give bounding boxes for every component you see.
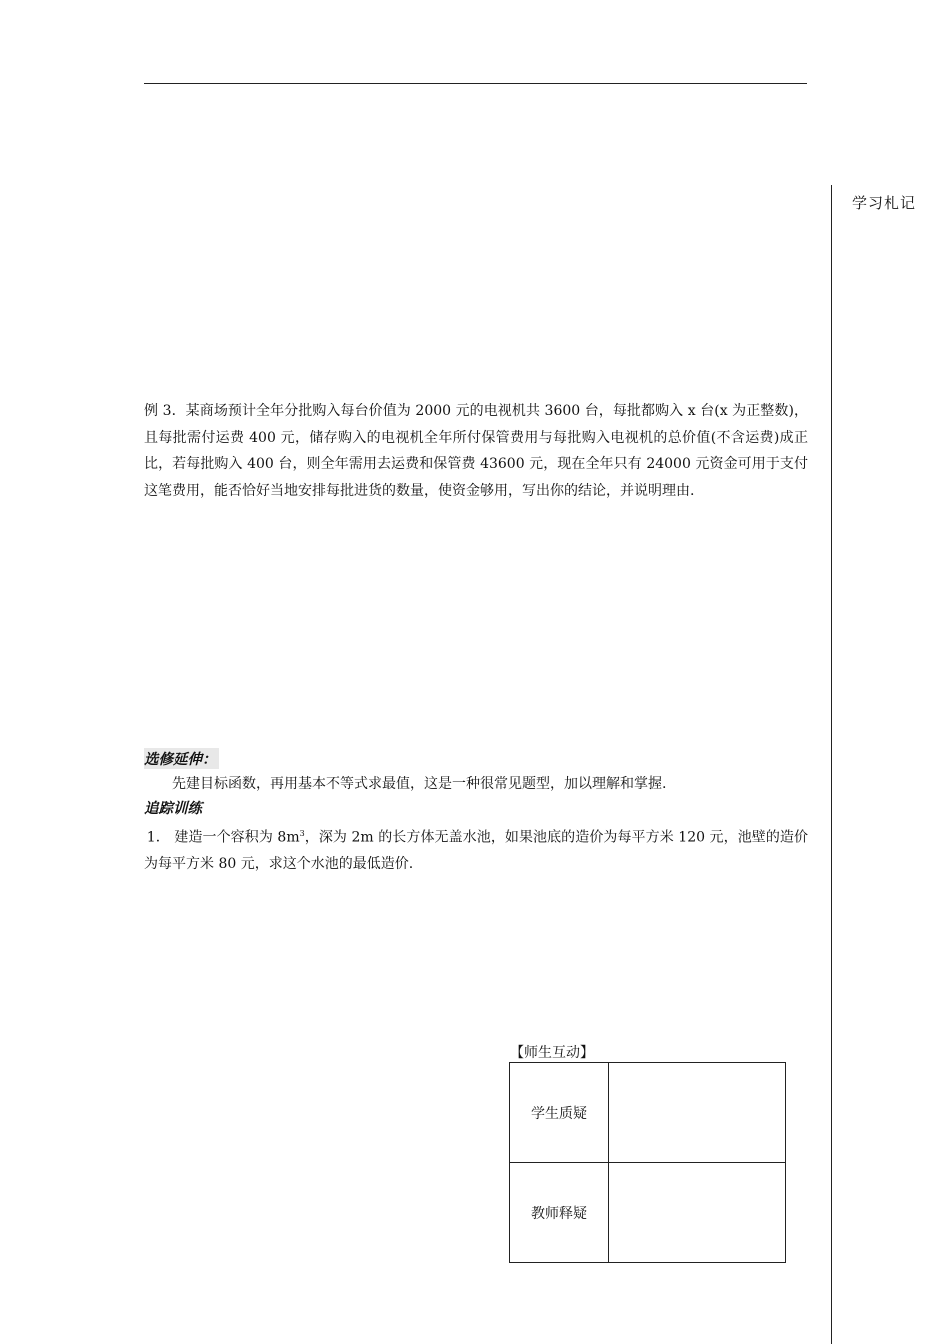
interaction-table (509, 1062, 786, 1263)
drill-problem-1-text-a: 1． 建造一个容积为 8m (146, 829, 300, 846)
teacher-answers-answer-cell[interactable] (609, 1163, 786, 1263)
margin-notes-divider (831, 185, 832, 1344)
elective-extension-body: 先建目标函数，再用基本不等式求最值，这是一种很常见题型，加以理解和掌握. (172, 776, 667, 792)
drill-problem-1-exponent: 3 (299, 829, 305, 838)
follow-up-drill-heading: 追踪训练 (144, 800, 202, 817)
teacher-answers-label: 教师释疑 (510, 1163, 609, 1263)
example-3-problem: 例 3．某商场预计全年分批购入每台价值为 2000 元的电视机共 3600 台，每批都购入 x 台(x 为正整数)，且每批需付运费 400 元，储存购入的电视机全年所付保管费用与每批购入电视机的总价值(不含运费)成正比，若每批购入 400 台，则全年需用去运费和保管费 43600 元，现在全年只有 24000 元资金可用于支付这笔费用，能否恰好当地安排每批进货的数量，使资金够用，写出你的结论，并说明理由. (144, 403, 808, 499)
table-row (510, 1063, 786, 1163)
top-rule (144, 83, 807, 84)
student-questions-label: 学生质疑 (510, 1063, 609, 1163)
student-questions-answer-cell[interactable] (609, 1063, 786, 1163)
study-notes-label: 学习札记 (852, 194, 917, 212)
teacher-student-interaction-title: 【师生互动】 (510, 1045, 594, 1061)
elective-extension-heading: 选修延伸： (144, 748, 219, 769)
drill-problem-1 (144, 821, 808, 878)
table-row (510, 1163, 786, 1263)
drill-problem-1-text-b: ，深为 2m 的长方体无盖水池，如果池底的造价为每平方米 120 元，池壁的造价为每平方米 80 元，求这个水池的最低造价. (144, 829, 808, 873)
